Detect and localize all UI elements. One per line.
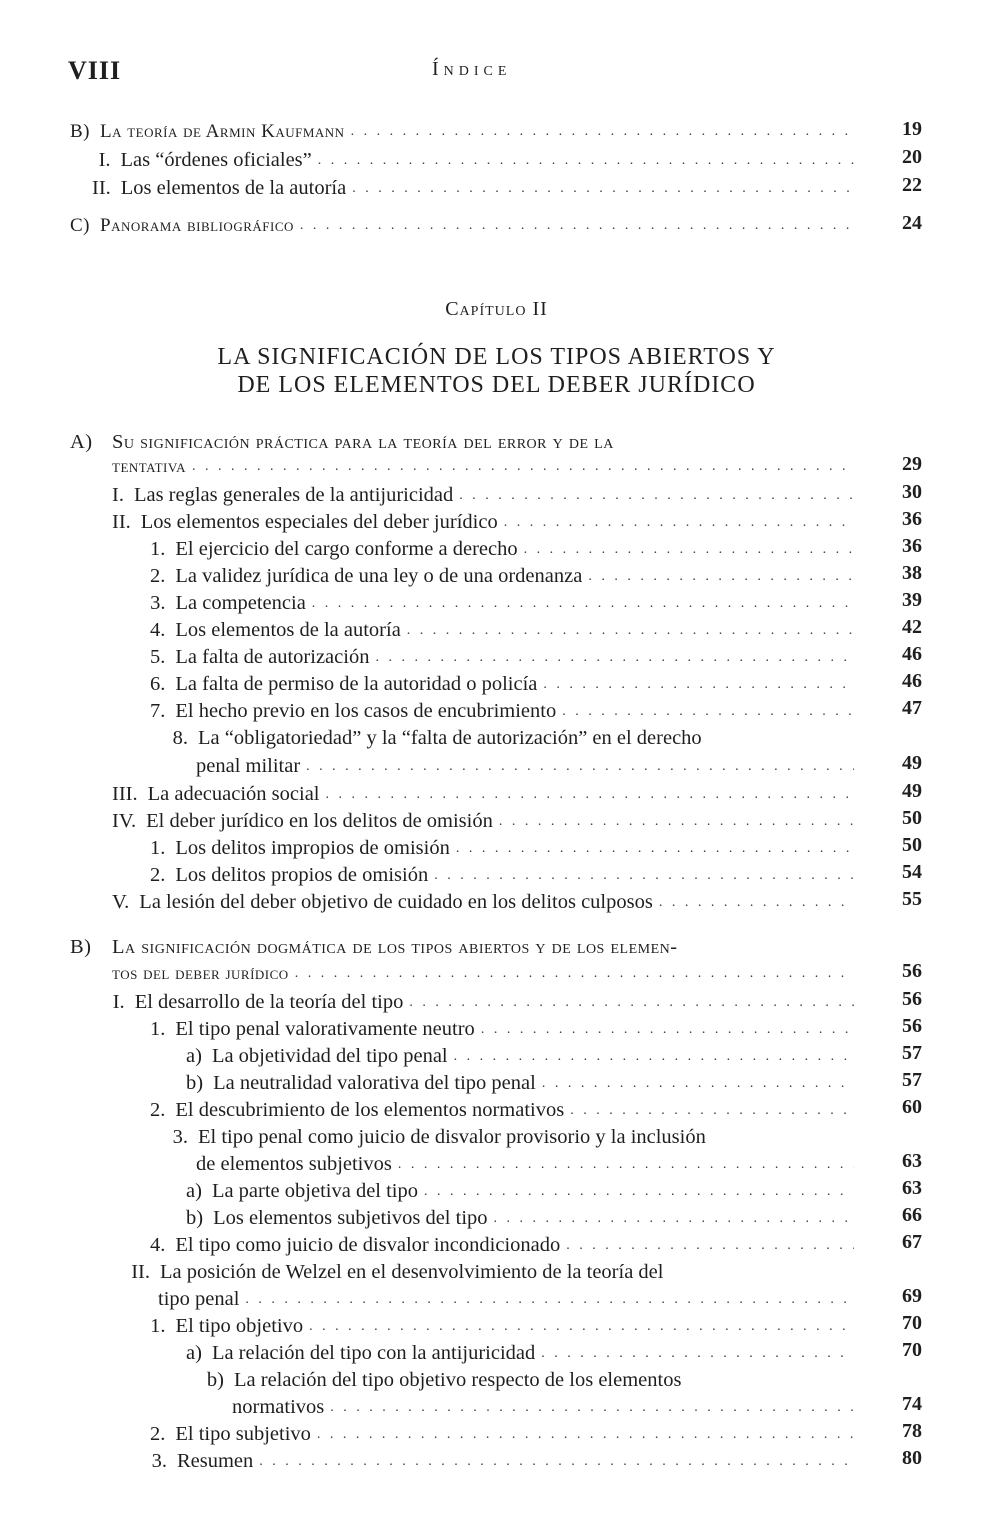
- toc-entry-continuation: [196, 752, 860, 780]
- leader-dots: [456, 835, 854, 863]
- toc-entry-number: V.: [112, 891, 130, 913]
- toc-entry-title: La neutralidad valorativa del tipo penal: [213, 1072, 536, 1094]
- toc-entry: B) La teoría de Armin Kaufmann . . .: [70, 118, 860, 146]
- toc-entry-title: La falta de permiso de la autoridad o policía: [175, 673, 538, 695]
- toc-entry: I. Las “órdenes oficiales” . . .: [92, 146, 860, 174]
- toc-page: 46: [902, 643, 922, 665]
- toc-page: 50: [902, 807, 922, 829]
- toc-entry-title: Los delitos impropios de omisión: [175, 837, 450, 859]
- toc-page: 70: [902, 1312, 922, 1334]
- toc-page: 30: [902, 481, 922, 503]
- toc-entry-title: El tipo penal valorativamente neutro: [175, 1018, 475, 1040]
- leader-dots: [542, 1070, 854, 1098]
- toc-entry-title: Los elementos especiales del deber jurídico: [140, 511, 498, 533]
- leader-dots: [407, 617, 854, 645]
- leader-dots: [309, 1313, 854, 1341]
- leader-dots: [459, 482, 854, 510]
- toc-entry: [112, 888, 860, 916]
- toc-page: 56: [902, 1015, 922, 1037]
- toc-entry-title-cont: penal militar: [196, 755, 301, 777]
- toc-page: 57: [902, 1042, 922, 1064]
- toc-entry-continuation: [232, 1393, 860, 1421]
- toc-entry-title: El tipo penal como juicio de disvalor provisorio y la inclusión: [198, 1126, 706, 1148]
- leader-dots: [588, 563, 854, 591]
- leader-dots: [398, 1151, 854, 1179]
- toc-entry-title-cont: normativos: [232, 1396, 325, 1418]
- toc-entry-title: La parte objetiva del tipo: [211, 1180, 418, 1202]
- toc-entry-number: 5.: [150, 646, 166, 668]
- toc-page: 49: [902, 780, 922, 802]
- toc-entry: [112, 807, 860, 835]
- toc-page: 22: [902, 174, 922, 196]
- toc-entry-title: El descubrimiento de los elementos normativos: [175, 1099, 565, 1121]
- leader-dots: [454, 1043, 854, 1071]
- toc-entry-title: La falta de autorización: [175, 646, 370, 668]
- toc-page: 49: [902, 752, 922, 774]
- toc-entry: [150, 1447, 860, 1475]
- toc-entry-continuation: [196, 1150, 860, 1178]
- toc-entry: [186, 1042, 860, 1070]
- page-number: VIII: [68, 56, 122, 85]
- toc-entry-title: La validez jurídica de una ley o de una ordenanza: [175, 565, 583, 587]
- toc-entry-title: El deber jurídico en los delitos de omisión: [146, 810, 493, 832]
- toc-entry: [150, 724, 860, 752]
- toc-entry: [186, 1204, 860, 1232]
- toc-entry: [150, 1096, 860, 1124]
- toc-entry-title: La lesión del deber objetivo de cuidado en los delitos culposos: [139, 891, 653, 913]
- toc-page: 54: [902, 861, 922, 883]
- toc-entry-number: 1.: [150, 1315, 166, 1337]
- toc-page: 47: [902, 697, 922, 719]
- toc-entry-title: El ejercicio del cargo conforme a derecho: [175, 538, 518, 560]
- toc-entry: [150, 834, 860, 862]
- toc-entry: [150, 670, 860, 698]
- toc-entry-number: 8.: [172, 727, 188, 749]
- leader-dots: [306, 753, 854, 781]
- toc-page: 38: [902, 562, 922, 584]
- toc-entry-title: La relación del tipo con la antijuricidad: [211, 1342, 536, 1364]
- toc-entry-number: 1.: [150, 1018, 166, 1040]
- toc-entry: [112, 1258, 860, 1286]
- toc-entry: [112, 780, 860, 808]
- page-title: Índice: [432, 58, 512, 80]
- toc-page: 74: [902, 1393, 922, 1415]
- toc-page: 19: [902, 118, 922, 140]
- leader-dots: [570, 1097, 854, 1125]
- toc-entry-number: 7.: [150, 700, 166, 722]
- leader-dots: [317, 1421, 854, 1449]
- toc-entry-number: 2.: [150, 864, 166, 886]
- toc-entry-number: 1.: [150, 538, 166, 560]
- toc-page: 39: [902, 589, 922, 611]
- toc-entry-number: a): [186, 1180, 202, 1202]
- toc-entry-title-cont: tipo penal: [158, 1288, 240, 1310]
- leader-dots: [541, 1340, 854, 1368]
- toc-page: 36: [902, 508, 922, 530]
- chapter-title-line-2: DE LOS ELEMENTOS DEL DEBER JURÍDICO: [237, 372, 756, 398]
- section-a-heading: A) Su significación práctica para la teoría del error y de la: [70, 431, 614, 453]
- toc-entry-title: La competencia: [175, 592, 306, 614]
- toc-entry-title: La posición de Welzel en el desenvolvimiento de la teoría del: [160, 1261, 664, 1283]
- toc-entry-continuation: [158, 1285, 860, 1313]
- toc-entry-title: La objetividad del tipo penal: [211, 1045, 448, 1067]
- section-b-heading-cont: tos del deber jurídico . . .: [112, 960, 860, 988]
- toc-entry: [112, 481, 860, 509]
- toc-entry-number: I.: [112, 991, 125, 1013]
- toc-entry: [150, 861, 860, 889]
- toc-entry: II. Los elementos de la autoría . . .: [92, 174, 860, 202]
- section-b-heading: B) La significación dogmática de los tipos abiertos y de los elemen-: [70, 936, 678, 958]
- toc-page: 78: [902, 1420, 922, 1442]
- toc-entry-number: I.: [112, 484, 124, 506]
- toc-entry: [150, 1312, 860, 1340]
- leader-dots: [566, 1232, 854, 1260]
- toc-page: 55: [902, 888, 922, 910]
- toc-page: 66: [902, 1204, 922, 1226]
- leader-dots: [424, 1178, 854, 1206]
- toc-entry: [186, 1366, 860, 1394]
- toc-entry: C) Panorama bibliográfico . . .: [70, 212, 860, 240]
- toc-entry-number: II.: [131, 1261, 150, 1283]
- toc-page: 20: [902, 146, 922, 168]
- toc-entry-number: II.: [112, 511, 131, 533]
- toc-entry-number: a): [186, 1342, 202, 1364]
- toc-entry-number: b): [186, 1072, 204, 1094]
- toc-entry-number: 3.: [150, 592, 166, 614]
- toc-entry-number: 3.: [151, 1450, 167, 1472]
- toc-page: 63: [902, 1150, 922, 1172]
- leader-dots: [375, 644, 854, 672]
- toc-entry: [112, 988, 860, 1016]
- toc-entry: [150, 1015, 860, 1043]
- toc-entry: [150, 589, 860, 617]
- toc-entry: [150, 1420, 860, 1448]
- leader-dots: [312, 590, 854, 618]
- toc-entry-title: El desarrollo de la teoría del tipo: [134, 991, 404, 1013]
- toc-page: 56: [902, 988, 922, 1010]
- toc-page: 50: [902, 834, 922, 856]
- toc-entry-number: 4.: [150, 619, 166, 641]
- toc-page: 24: [902, 212, 922, 234]
- toc-entry-number: 1.: [150, 837, 166, 859]
- chapter-label: Capítulo II: [445, 298, 548, 320]
- toc-entry-number: 4.: [150, 1234, 166, 1256]
- toc-page: 46: [902, 670, 922, 692]
- leader-dots: [524, 536, 854, 564]
- toc-entry: [186, 1177, 860, 1205]
- leader-dots: [499, 808, 854, 836]
- leader-dots: [562, 698, 854, 726]
- toc-entry: [150, 643, 860, 671]
- toc-page: 63: [902, 1177, 922, 1199]
- toc-page: 29: [902, 453, 922, 475]
- leader-dots: [259, 1448, 854, 1476]
- toc-page: 42: [902, 616, 922, 638]
- toc-entry-number: 2.: [150, 565, 166, 587]
- leader-dots: [326, 781, 855, 809]
- toc-entry-number: b): [186, 1207, 204, 1229]
- toc-page: 57: [902, 1069, 922, 1091]
- toc-entry-title: El hecho previo en los casos de encubrimiento: [175, 700, 557, 722]
- toc-entry-number: b): [206, 1369, 224, 1391]
- toc-entry-title: Las reglas generales de la antijuricidad: [133, 484, 454, 506]
- chapter-title-line-1: LA SIGNIFICACIÓN DE LOS TIPOS ABIERTOS Y: [217, 344, 776, 370]
- leader-dots: [543, 671, 854, 699]
- leader-dots: [494, 1205, 854, 1233]
- toc-entry-title: El tipo subjetivo: [175, 1423, 311, 1445]
- leader-dots: [481, 1016, 854, 1044]
- toc-entry-number: a): [186, 1045, 202, 1067]
- toc-entry-title: La relación del tipo objetivo respecto de los elementos: [234, 1369, 682, 1391]
- toc-entry-title: El tipo como juicio de disvalor incondicionado: [175, 1234, 561, 1256]
- section-a-heading-cont: tentativa . . .: [112, 453, 860, 481]
- toc-entry-number: III.: [112, 783, 138, 805]
- toc-page: 36: [902, 535, 922, 557]
- toc-entry-title: Resumen: [176, 1450, 254, 1472]
- toc-page: 80: [902, 1447, 922, 1469]
- toc-page: 69: [902, 1285, 922, 1307]
- leader-dots: [330, 1394, 854, 1422]
- toc-entry-title: Los elementos subjetivos del tipo: [213, 1207, 488, 1229]
- leader-dots: [245, 1286, 854, 1314]
- toc-entry: [150, 562, 860, 590]
- toc-entry: [150, 616, 860, 644]
- toc-entry-title: Los elementos de la autoría: [175, 619, 401, 641]
- toc-entry-number: 3.: [172, 1126, 188, 1148]
- toc-entry: [112, 508, 860, 536]
- leader-dots: [504, 509, 854, 537]
- toc-entry-title: El tipo objetivo: [175, 1315, 304, 1337]
- toc-page: 67: [902, 1231, 922, 1253]
- leader-dots: [409, 989, 854, 1017]
- toc-page: 60: [902, 1096, 922, 1118]
- toc-entry-title-cont: de elementos subjetivos: [196, 1153, 392, 1175]
- toc-entry: [186, 1069, 860, 1097]
- toc-entry: [186, 1339, 860, 1367]
- toc-entry-title: La adecuación social: [147, 783, 320, 805]
- toc-entry-number: 2.: [150, 1423, 166, 1445]
- toc-entry-number: IV.: [112, 810, 137, 832]
- toc-entry-number: 2.: [150, 1099, 166, 1121]
- toc-entry: [150, 1123, 860, 1151]
- toc-entry: [150, 1231, 860, 1259]
- leader-dots: [434, 862, 854, 890]
- toc-entry-number: 6.: [150, 673, 166, 695]
- toc-entry: [150, 535, 860, 563]
- toc-entry-title: Los delitos propios de omisión: [175, 864, 429, 886]
- toc-page: 70: [902, 1339, 922, 1361]
- toc-entry: [150, 697, 860, 725]
- leader-dots: [659, 889, 854, 917]
- toc-page: 56: [902, 960, 922, 982]
- toc-entry-title: La “obligatoriedad” y la “falta de autorización” en el derecho: [198, 727, 702, 749]
